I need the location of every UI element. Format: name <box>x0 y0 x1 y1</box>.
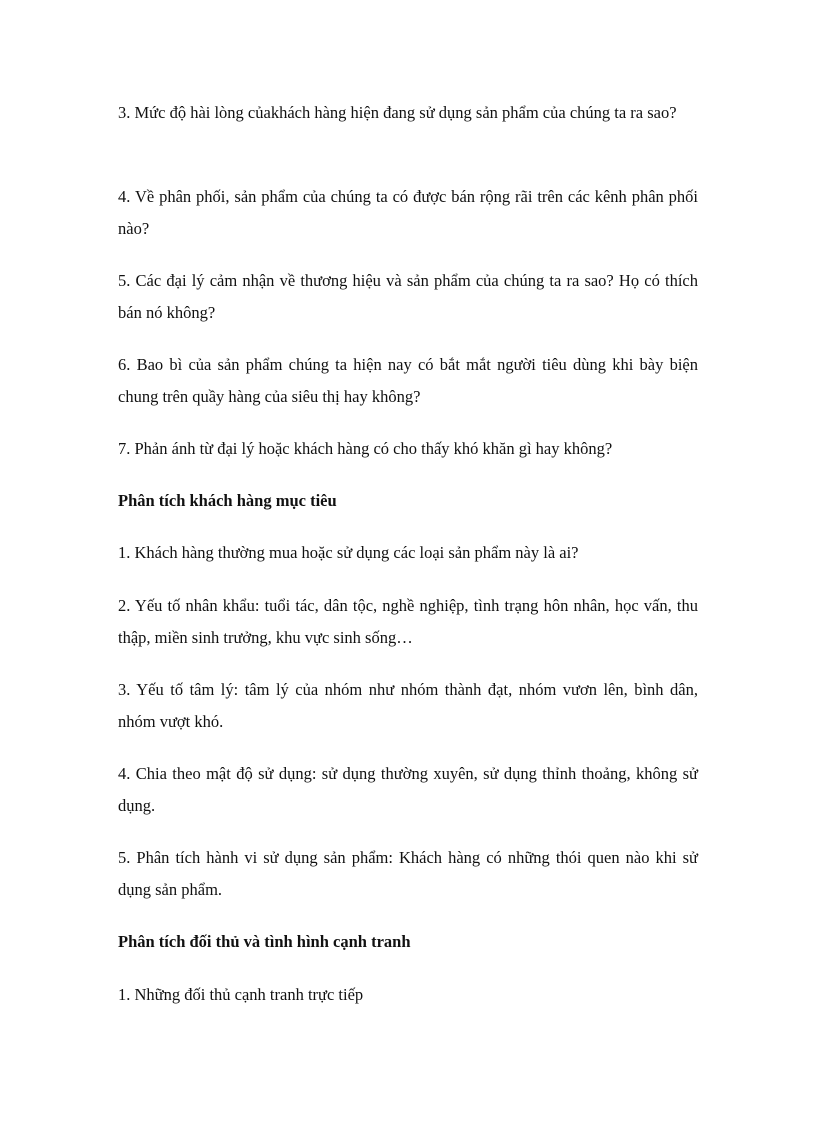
paragraph-feedback: 7. Phản ánh từ đại lý hoặc khách hàng có cho thấy khó khăn gì hay không? <box>118 439 613 458</box>
section-heading-target-customers: Phân tích khách hàng mục tiêu <box>118 491 337 510</box>
section-heading-competitors: Phân tích đối thủ và tình hình cạnh tranh <box>118 932 411 951</box>
paragraph-distribution: 4. Về phân phối, sản phẩm của chúng ta có được bán rộng rãi trên các kênh phân phối nào? <box>118 187 698 238</box>
paragraph-satisfaction: 3. Mức độ hài lòng củakhách hàng hiện đang sử dụng sản phẩm của chúng ta ra sao? <box>118 103 677 122</box>
paragraph-packaging: 6. Bao bì của sản phẩm chúng ta hiện nay có bắt mắt người tiêu dùng khi bày biện chung trên quầy hàng của siêu thị hay không? <box>118 355 698 406</box>
paragraph-usage-behavior: 5. Phân tích hành vi sử dụng sản phẩm: Khách hàng có những thói quen nào khi sử dụng sản phẩm. <box>118 848 698 899</box>
paragraph-direct-competitors: 1. Những đối thủ cạnh tranh trực tiếp <box>118 985 364 1004</box>
paragraph-psychology: 3. Yếu tố tâm lý: tâm lý của nhóm như nhóm thành đạt, nhóm vươn lên, bình dân, nhóm vượt khó. <box>118 680 698 731</box>
paragraph-usage-frequency: 4. Chia theo mật độ sử dụng: sử dụng thường xuyên, sử dụng thỉnh thoảng, không sử dụng. <box>118 764 698 815</box>
paragraph-demographics: 2. Yếu tố nhân khẩu: tuổi tác, dân tộc, nghề nghiệp, tình trạng hôn nhân, học vấn, thu thập, miền sinh trưởng, khu vực sinh sống… <box>118 596 698 647</box>
paragraph-customer-who: 1. Khách hàng thường mua hoặc sử dụng các loại sản phẩm này là ai? <box>118 543 579 562</box>
paragraph-dealers: 5. Các đại lý cảm nhận về thương hiệu và sản phẩm của chúng ta ra sao? Họ có thích bán nó không? <box>118 271 698 322</box>
